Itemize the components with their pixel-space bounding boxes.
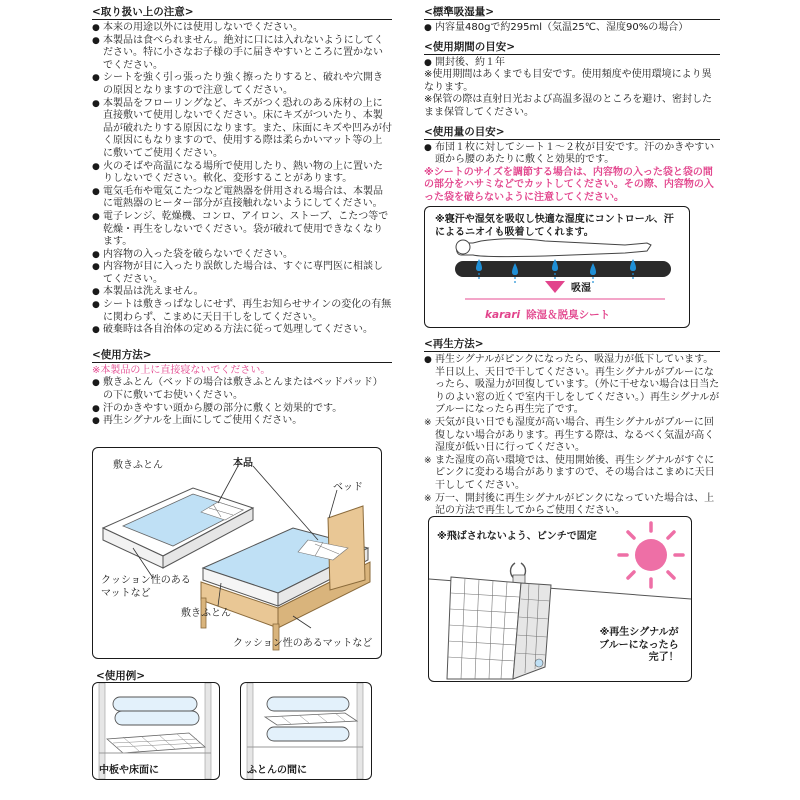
standard-header: <標準吸湿量> bbox=[424, 6, 720, 20]
standard-section: <標準吸湿量> ● 内容量480gで約295ml（気温25℃、湿度90%の場合） bbox=[424, 6, 720, 35]
usage-item: ● 敷きふとん（ベッドの場合は敷きふとんまたはベッドパッド）の下に敷いてお使いください。 bbox=[92, 377, 383, 402]
bullet-icon: ● bbox=[92, 378, 100, 389]
usage-warning: ※本製品の上に直接寝ないでください。 bbox=[92, 364, 271, 376]
absorb-label: 吸湿 bbox=[571, 283, 591, 294]
bed-illustration bbox=[92, 447, 382, 659]
drying-illustration bbox=[428, 516, 692, 682]
standard-text: 内容量480gで約295ml（気温25℃、湿度90%の場合） bbox=[435, 22, 689, 33]
precautions-header: <取り扱い上の注意> bbox=[92, 6, 392, 20]
bullet-icon: ● bbox=[92, 35, 100, 46]
example-left-caption: 中板や床面に bbox=[99, 765, 159, 776]
bullet-icon: ※ bbox=[424, 455, 432, 466]
right-column bbox=[424, 6, 720, 213]
bullet-icon: ● bbox=[92, 300, 100, 311]
prec-item: ● 本製品は洗えません。 bbox=[92, 286, 204, 298]
bullet-icon: ● bbox=[92, 73, 100, 84]
usage-item: ● 再生シグナルを上面にしてご使用ください。 bbox=[92, 415, 303, 427]
regen-list bbox=[424, 354, 720, 518]
regen-header: <再生方法> bbox=[424, 338, 720, 352]
absorb-diagram bbox=[424, 206, 690, 328]
clip-note: ※飛ばされないよう、ピンチで固定 bbox=[437, 531, 597, 542]
prec-item: ● 内容物が目に入ったり誤飲した場合は、すぐに専門医に相談してください。 bbox=[92, 261, 383, 285]
bullet-icon: ● bbox=[92, 325, 100, 336]
bullet-icon: ● bbox=[92, 403, 100, 414]
bullet-icon: ● bbox=[92, 161, 100, 172]
period-note-2: ※保管の際は直射日光および高温多湿のところを避け、密封したまま保管してください。 bbox=[424, 94, 712, 118]
bullet-icon: ● bbox=[92, 98, 100, 109]
label-bed: ベッド bbox=[333, 482, 363, 493]
label-cushion-2: クッション性のあるマットなど bbox=[233, 638, 373, 649]
period-section: <使用期間の目安> ● 開封後、約１年 ※使用期間はあくまでも目安です。使用頻度や使用環境により異なります。 ※保管の際は直射日光および高温多湿のところを避け、密封したまま保管してください。 bbox=[424, 41, 720, 120]
bullet-icon: ※ bbox=[424, 417, 432, 428]
bullet-icon: ● bbox=[92, 186, 100, 197]
usage-header: <使用方法> bbox=[92, 349, 392, 363]
amount-text: 布団１枚に対してシート１～２枚が目安です。汗のかきやすい頭から腰のあたりに敷くと効果的です。 bbox=[435, 141, 715, 166]
label-futon: 敷きふとん bbox=[113, 460, 163, 471]
examples-header: <使用例> bbox=[96, 670, 146, 682]
usage-list bbox=[92, 377, 392, 427]
precautions-list bbox=[92, 22, 392, 337]
regen-item: ※ 万一、開封後に再生シグナルがピンクになっていた場合は、上記の方法で再生してからご使用ください。 bbox=[424, 492, 715, 517]
regen-item: ● 再生シグナルがピンクになったら、吸湿力が低下しています。半日以上、天日で干してください。再生シグナルがブルーになったら、吸湿力が回復しています。（外に干せない場合は日当たりのよい窓の近くで室内干しをしてください。）再生シグナルがブルーになったら再生完了です。 bbox=[424, 354, 720, 416]
label-futon-2: 敷きふとん bbox=[181, 608, 231, 619]
sun-icon bbox=[619, 523, 683, 587]
done-message: ※再生シグナルが ブルーになったら 完了！ bbox=[599, 627, 679, 663]
usage-section bbox=[92, 349, 392, 428]
absorb-diagram-text: ※寝汗や湿気を吸収し快適な湿度にコントロール、汗によるニオイも吸着してくれます。 bbox=[435, 214, 674, 238]
prec-item: ● 本来の用途以外には使用しないでください。 bbox=[92, 22, 303, 33]
bullet-icon: ● bbox=[92, 211, 100, 222]
example-right bbox=[240, 682, 372, 780]
regen-item: ※ 天気が良い日でも湿度が高い場合、再生シグナルがブルーに回復しない場合があります。再生する際は、なるべく気温が高く湿度が低い日に行ってください。 bbox=[424, 416, 715, 454]
prec-item: ● 電子レンジ、乾燥機、コンロ、アイロン、ストーブ、こたつ等で乾燥・再生をしないでください。袋が破れて使用できなくなります。 bbox=[92, 210, 389, 248]
brand-logo: karari bbox=[485, 309, 521, 321]
amount-header: <使用量の目安> bbox=[424, 126, 720, 140]
amount-warning: ※シートのサイズを調節する場合は、内容物の入った袋と袋の間の部分をハサミなどでカットしてください。その際、内容物の入った袋を破らないように注意してください。 bbox=[424, 166, 714, 203]
amount-section: <使用量の目安> ● 布団１枚に対してシート１～２枚が目安です。汗のかきやすい頭から腰のあたりに敷くと効果的です。 ※シートのサイズを調節する場合は、内容物の入った袋と袋の間の部分をハサミなどでカットしてください。その際、内容物の入った袋を破らないように注意してください。 bbox=[424, 126, 720, 205]
prec-item: ● シートを強く引っ張ったり強く擦ったりすると、破れや穴開きの原因となりますので注意してください。 bbox=[92, 72, 383, 96]
bullet-icon: ● bbox=[424, 355, 432, 365]
product-name: 除湿＆脱臭シート bbox=[526, 309, 611, 321]
prec-item: ● 電気毛布や電気こたつなど電熱器を併用される場合は、本製品に電熱器のヒーター部分が直接触れないようにしてください。 bbox=[92, 185, 383, 210]
period-header: <使用期間の目安> bbox=[424, 41, 720, 55]
brand-line bbox=[485, 307, 610, 322]
period-text: 開封後、約１年 bbox=[435, 56, 505, 68]
bullet-icon: ● bbox=[92, 23, 100, 33]
prec-item: ● 破棄時は各自治体の定める方法に従って処理してください。 bbox=[92, 324, 373, 336]
prec-item: ● シートは敷きっぱなしにせず、再生お知らせサインの変化の有無に関わらず、こまめに天日干しをしてください。 bbox=[92, 299, 392, 323]
prec-item: ● 本製品をフローリングなど、キズがつく恐れのある床材の上に直接敷いて使用しないでください。床にキズがついたり、本製品が破れたりする原因になります。また、床面にキズや凹みが付く原因にもなりますので、使用する際は柔らかいマット等の上に敷いてご使用ください。 bbox=[92, 97, 392, 159]
regen-item: ※ また湿度の高い環境では、使用開始後、再生シグナルがすぐにピンクに変わる場合がありますので、その場合はこまめに天日干ししてください。 bbox=[424, 454, 715, 491]
prec-item: ● 内容物の入った袋を破らないでください。 bbox=[92, 248, 293, 260]
bullet-icon: ● bbox=[92, 262, 100, 273]
period-note-1: ※使用期間はあくまでも目安です。使用頻度や使用環境により異なります。 bbox=[424, 69, 712, 93]
label-product: 本品 bbox=[233, 458, 253, 469]
left-column bbox=[92, 6, 392, 436]
prec-item: ● 本製品は食べられません。絶対に口には入れないようにしてください。特に小さなお子様の手に届きやすいところに置かないでください。 bbox=[92, 34, 384, 71]
label-cushion-1: クッション性のある マットなど bbox=[101, 575, 191, 599]
regen-section bbox=[424, 338, 720, 518]
example-right-caption: ふとんの間に bbox=[247, 765, 307, 776]
prec-item: ● 火のそばや高温になる場所で使用したり、熱い物の上に置いたりしないでください。軟化、変形することがあります。 bbox=[92, 160, 383, 185]
bullet-icon: ※ bbox=[424, 493, 432, 504]
precautions-section bbox=[92, 6, 392, 337]
example-left bbox=[92, 682, 220, 780]
bullet-icon: ● bbox=[92, 249, 100, 260]
usage-item: ● 汗のかきやすい頭から腰の部分に敷くと効果的です。 bbox=[92, 402, 343, 414]
bullet-icon: ● bbox=[92, 287, 100, 298]
bullet-icon: ● bbox=[92, 416, 100, 427]
